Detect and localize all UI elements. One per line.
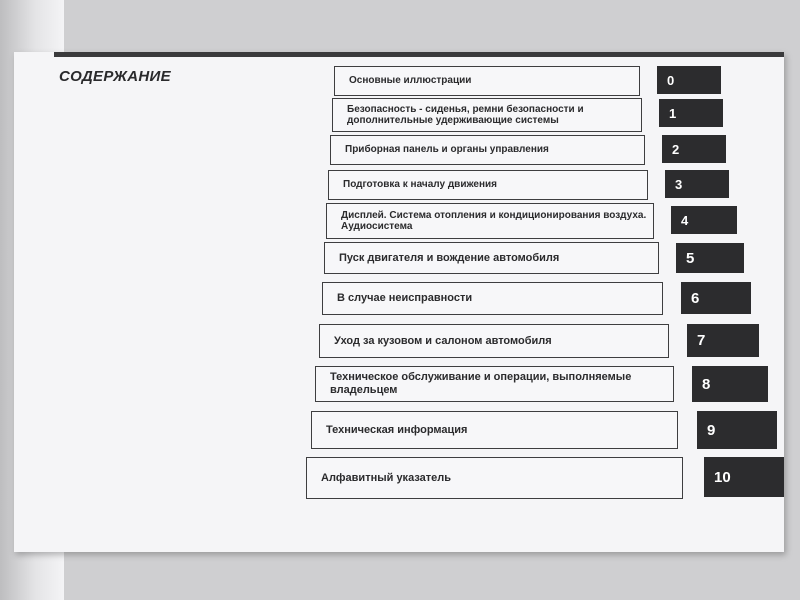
- chapter-tab[interactable]: [681, 282, 751, 314]
- manual-page: [14, 52, 784, 552]
- chapter-tab[interactable]: [704, 457, 784, 497]
- chapter-number: 8: [702, 375, 711, 393]
- chapter-tab[interactable]: [697, 411, 777, 449]
- toc-box[interactable]: [328, 170, 648, 200]
- chapter-number: 3: [675, 176, 683, 192]
- chapter-tab[interactable]: [687, 324, 759, 357]
- toc-box[interactable]: [326, 203, 654, 239]
- toc-label: Алфавитный указатель: [321, 471, 452, 484]
- chapter-number: 2: [672, 141, 680, 157]
- chapter-number: 0: [667, 72, 675, 88]
- toc-box[interactable]: [330, 135, 645, 165]
- chapter-number: 5: [686, 249, 695, 267]
- toc-label: Приборная панель и органы управления: [345, 144, 549, 156]
- page-title: СОДЕРЖАНИЕ: [59, 68, 171, 85]
- chapter-number: 10: [714, 468, 731, 486]
- toc-label: В случае неисправности: [337, 292, 473, 305]
- toc-label: Основные иллюстрации: [349, 75, 472, 87]
- chapter-number: 1: [669, 105, 677, 121]
- toc-label: Техническое обслуживание и операции, выполняемые владельцем: [330, 371, 632, 396]
- toc-box[interactable]: [311, 411, 678, 449]
- chapter-number: 7: [697, 332, 706, 349]
- chapter-tab[interactable]: [659, 99, 723, 127]
- chapter-tab[interactable]: [665, 170, 729, 198]
- top-rule: [54, 52, 784, 57]
- toc-box[interactable]: [319, 324, 669, 358]
- toc-box[interactable]: [322, 282, 663, 315]
- chapter-tab[interactable]: [676, 243, 744, 273]
- toc-label: Подготовка к началу движения: [343, 179, 498, 191]
- toc-box[interactable]: [334, 66, 640, 96]
- toc-label: Уход за кузовом и салоном автомобиля: [334, 334, 552, 347]
- toc-box[interactable]: [306, 457, 683, 499]
- toc-label: Техническая информация: [326, 423, 468, 436]
- chapter-tab[interactable]: [692, 366, 768, 402]
- chapter-tab[interactable]: [671, 206, 737, 234]
- toc-label: Дисплей. Система отопления и кондиционирования воздуха. Аудиосистема: [341, 209, 647, 232]
- toc-box[interactable]: [324, 242, 659, 274]
- chapter-number: 4: [681, 212, 689, 228]
- chapter-number: 9: [707, 421, 716, 439]
- toc-label: Пуск двигателя и вождение автомобиля: [339, 251, 560, 264]
- chapter-tab[interactable]: [662, 135, 726, 163]
- chapter-tab[interactable]: [657, 66, 721, 94]
- toc-box[interactable]: [315, 366, 674, 402]
- chapter-number: 6: [691, 289, 700, 307]
- toc-label: Безопасность - сиденья, ремни безопасности и дополнительные удерживающие системы: [347, 103, 584, 126]
- toc-box[interactable]: [332, 98, 642, 132]
